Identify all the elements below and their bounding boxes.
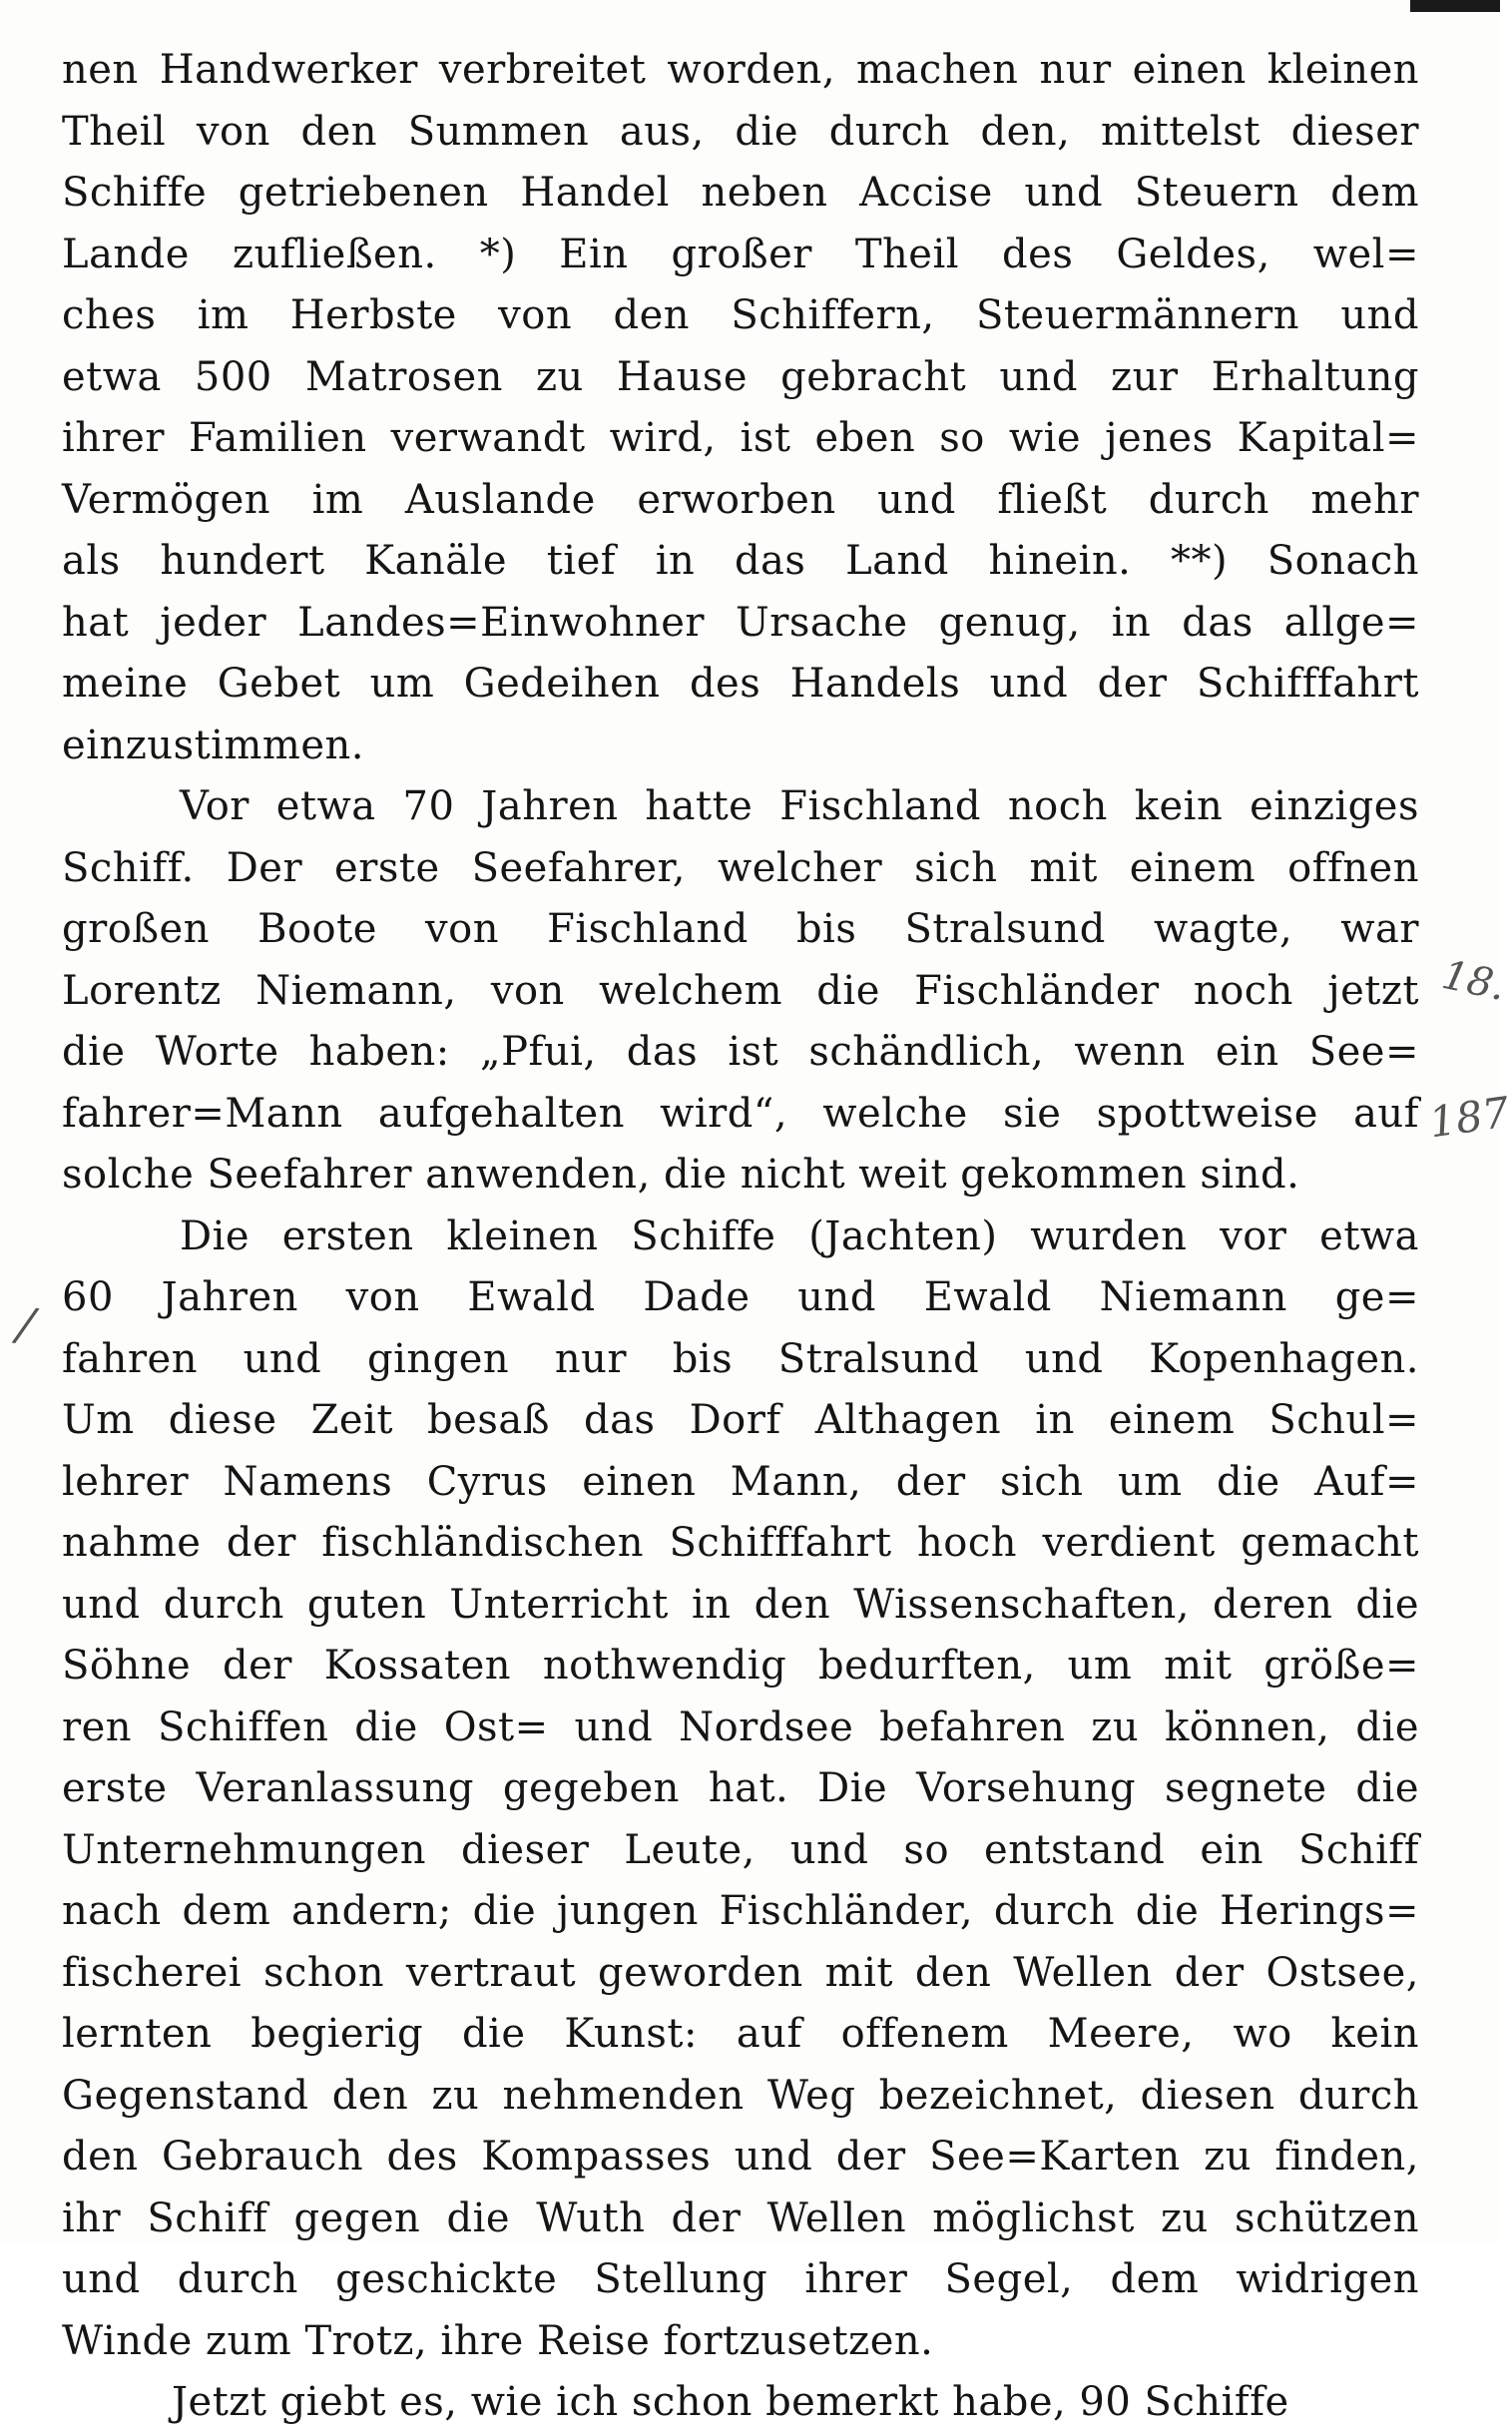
text-line: etwa 500 Matrosen zu Hause gebracht und zur Erhaltung xyxy=(62,353,1419,400)
margin-note: / xyxy=(14,1296,38,1352)
text-line: und durch geschickte Stellung ihrer Segel, dem widrigen xyxy=(62,2256,1419,2302)
text-line: nen Handwerker verbreitet worden, machen nur einen kleinen xyxy=(62,47,1419,93)
text-line: Vermögen im Auslande erworben und fließt durch mehr xyxy=(62,476,1419,523)
text-line: nahme der fischländischen Schifffahrt hoch verdient gemacht xyxy=(62,1520,1419,1566)
text-line: als hundert Kanäle tief in das Land hinein. **) Sonach xyxy=(62,538,1419,584)
text-line: Winde zum Trotz, ihre Reise fortzusetzen. xyxy=(62,2317,934,2364)
text-line: solche Seefahrer anwenden, die nicht weit gekommen sind. xyxy=(62,1152,1300,1198)
text-line: Schiff. Der erste Seefahrer, welcher sich mit einem offnen xyxy=(62,844,1419,891)
text-line: und durch guten Unterricht in den Wissenschaften, deren die xyxy=(62,1581,1419,1628)
text-line: lehrer Namens Cyrus einen Mann, der sich um die Auf= xyxy=(62,1458,1419,1505)
text-line: Vor etwa 70 Jahren hatte Fischland noch kein einziges xyxy=(180,783,1419,829)
text-line: ren Schiffen die Ost= und Nordsee befahren zu können, die xyxy=(62,1704,1419,1750)
text-line: Gegenstand den zu nehmenden Weg bezeichnet, diesen durch xyxy=(62,2072,1419,2119)
text-line: fahrer=Mann aufgehalten wird“, welche sie spottweise auf xyxy=(62,1090,1419,1137)
margin-note: 187 xyxy=(1425,1087,1512,1148)
body-text xyxy=(62,40,1419,2425)
text-line: Lorentz Niemann, von welchem die Fischländer noch jetzt xyxy=(62,967,1419,1014)
text-line: meine Gebet um Gedeihen des Handels und der Schifffahrt xyxy=(62,661,1419,707)
text-line: nach dem andern; die jungen Fischländer, durch die Herings= xyxy=(62,1888,1419,1934)
text-line: einzustimmen. xyxy=(62,722,364,768)
text-line: Die ersten kleinen Schiffe (Jachten) wurden vor etwa xyxy=(180,1213,1419,1259)
text-line: den Gebrauch des Kompasses und der See=Karten zu finden, xyxy=(62,2134,1419,2180)
text-line: ihr Schiff gegen die Wuth der Wellen möglichst zu schützen xyxy=(62,2194,1419,2241)
text-line-cut-off: Jetzt giebt es, wie ich schon bemerkt habe, 90 Schiffe xyxy=(172,2379,1289,2425)
top-rule xyxy=(1410,0,1500,12)
text-line: hat jeder Landes=Einwohner Ursache genug, in das allge= xyxy=(62,599,1419,646)
text-line: lernten begierig die Kunst: auf offenem Meere, wo kein xyxy=(62,2011,1419,2057)
text-line: Söhne der Kossaten nothwendig bedurften, um mit größe= xyxy=(62,1643,1419,1689)
text-line: Theil von den Summen aus, die durch den, mittelst dieser xyxy=(62,108,1419,155)
text-line: ches im Herbste von den Schiffern, Steuermännern und xyxy=(62,292,1419,338)
text-line: fischerei schon vertraut geworden mit den Wellen der Ostsee, xyxy=(62,1949,1419,1996)
text-line: fahren und gingen nur bis Stralsund und Kopenhagen. xyxy=(62,1335,1419,1382)
text-line: Schiffe getriebenen Handel neben Accise und Steuern dem xyxy=(62,170,1419,216)
text-line: Unternehmungen dieser Leute, und so entstand ein Schiff xyxy=(62,1826,1419,1873)
text-line: Um diese Zeit besaß das Dorf Althagen in einem Schul= xyxy=(62,1397,1419,1443)
text-line: Lande zufließen. *) Ein großer Theil des Geldes, wel= xyxy=(62,231,1419,277)
text-line: ihrer Familien verwandt wird, ist eben so wie jenes Kapital= xyxy=(62,415,1419,461)
text-line: großen Boote von Fischland bis Stralsund wagte, war xyxy=(62,906,1419,952)
margin-note: 18. xyxy=(1437,951,1510,1011)
text-line: erste Veranlassung gegeben hat. Die Vorsehung segnete die xyxy=(62,1765,1419,1811)
text-line: 60 Jahren von Ewald Dade und Ewald Niemann ge= xyxy=(62,1274,1419,1320)
text-line: die Worte haben: „Pfui, das ist schändlich, wenn ein See= xyxy=(62,1029,1419,1075)
